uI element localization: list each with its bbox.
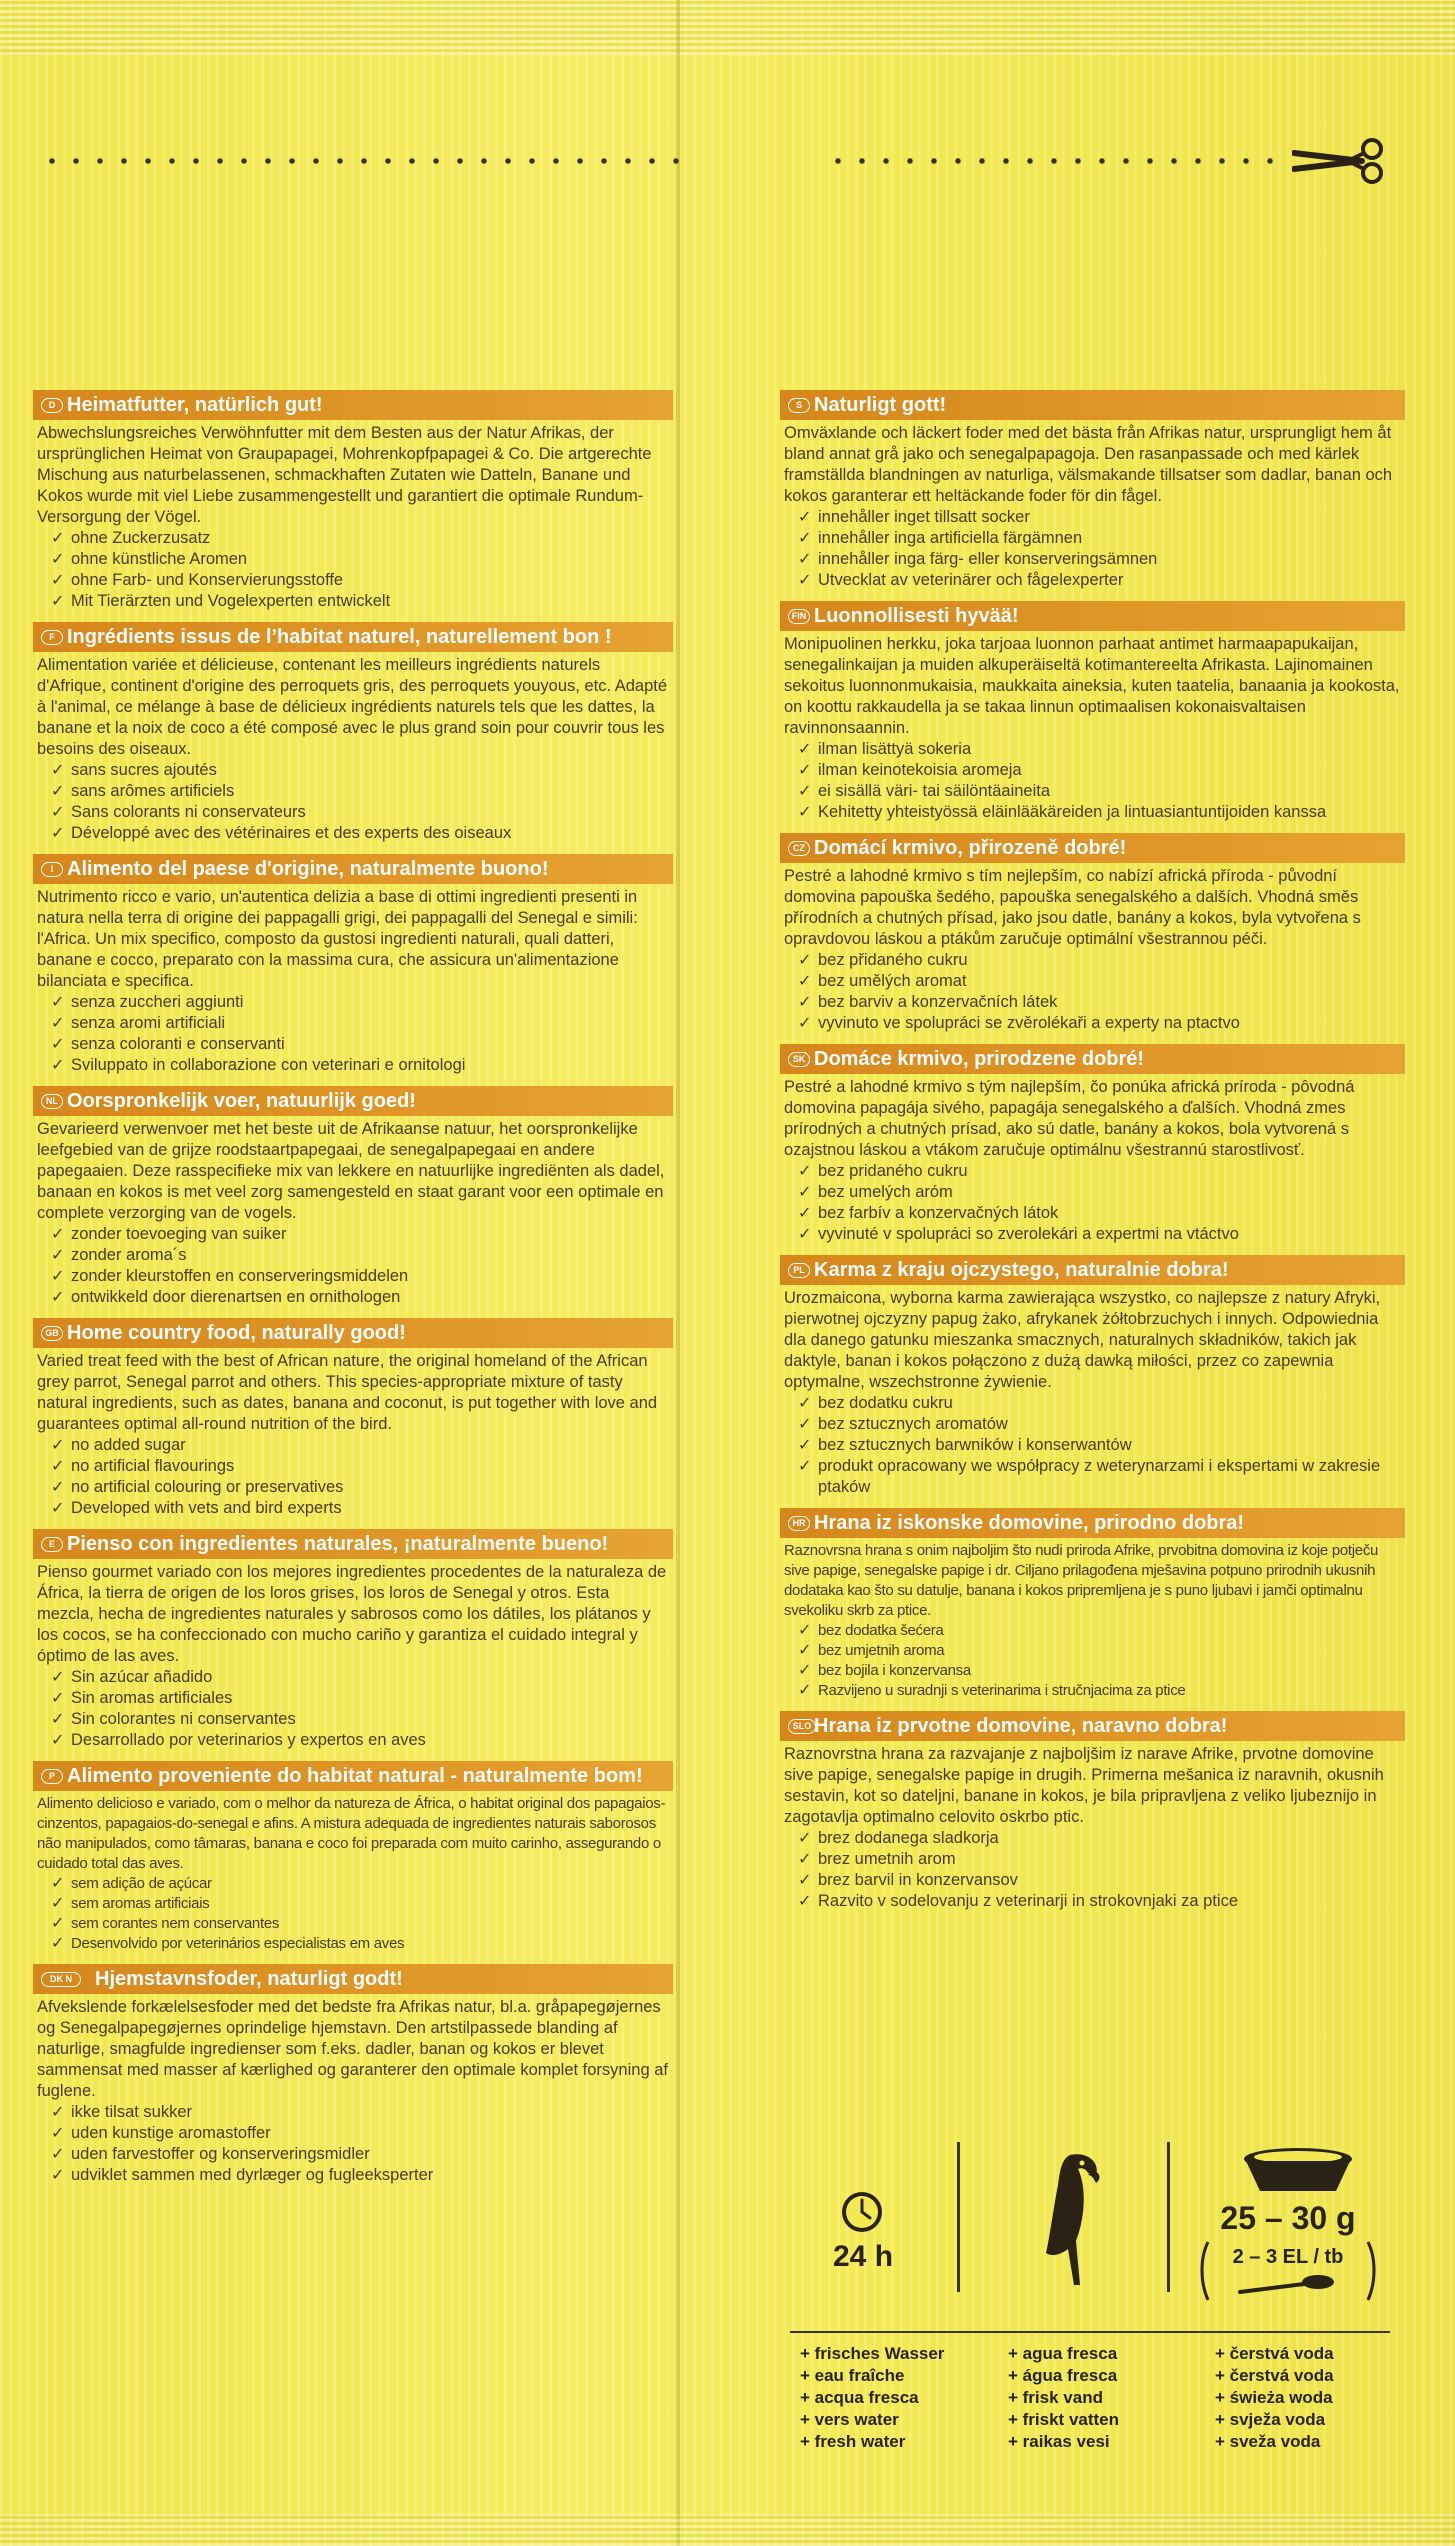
feature-item: ✓ Développé avec des vétérinaires et des experts des oiseaux — [37, 823, 669, 844]
feature-item: ✓ ohne Farb- und Konservierungsstoffe — [37, 570, 669, 591]
feature-list — [37, 1435, 669, 1519]
section-text: Pestré a lahodné krmivo s tím nejlepším, co nabízí africká příroda - původní domovina papouška šedého, papouška senegalského a dalších. Vhodná směs přírodních a chutných přísad, jako jsou datle, banány a kokos, byla vytvořena s opravdovou láskou a ptákům zaručuje optimální všestrannou péči. — [784, 867, 1361, 948]
water-text: + fresh water — [800, 2432, 906, 2451]
feature-item: ✓ vyvinuto ve spolupráci se zvěrolékaři a experty na ptactvo — [784, 1013, 1401, 1034]
feature-item: ✓ sans arômes artificiels — [37, 781, 669, 802]
section-heading — [33, 622, 673, 652]
feature-item: ✓ bez umjetnih aroma — [784, 1641, 1401, 1661]
feeding-interval: 24 h — [832, 2240, 894, 2273]
top-crimp-strip — [0, 0, 1455, 55]
section-text: Raznovrsna hrana s onim najboljim što nudi priroda Afrike, prvobitna domovina iz koje potječu sive papige, senegalske papige i dr. Ciljano prilagođena mješavina potpuno prirodnih ukusnih dodataka kao što su datulje, banana i kokos pripremljena je s puno ljubavi i jamči optimalnu svekoliku skrb za ptice. — [784, 1542, 1379, 1619]
section-title: Luonnollisesti hyvää! — [814, 605, 1019, 627]
feature-list — [784, 950, 1401, 1034]
daily-amount: 25 – 30 g — [1220, 2200, 1356, 2236]
language-badge: S — [788, 398, 810, 413]
feature-item: ✓ zonder kleurstoffen en conserveringsmiddelen — [37, 1266, 669, 1287]
water-text: + friskt vatten — [1008, 2410, 1120, 2429]
feature-item: ✓ produkt opracowany we współpracy z weterynarzami i ekspertami w zakresie ptaków — [784, 1456, 1401, 1498]
feature-item: ✓ bez umelých aróm — [784, 1182, 1401, 1203]
section-title: Alimento proveniente do habitat natural - naturalmente bom! — [67, 1765, 643, 1787]
feature-list — [784, 1621, 1401, 1701]
feature-list — [37, 992, 669, 1076]
feature-item: ✓ senza coloranti e conservanti — [37, 1034, 669, 1055]
feature-list — [37, 1874, 669, 1954]
feature-item: ✓ Sin aromas artificiales — [37, 1688, 669, 1709]
feature-item: ✓ Developed with vets and bird experts — [37, 1498, 669, 1519]
water-text: + frisk vand — [1008, 2388, 1103, 2407]
language-badge: D — [41, 398, 63, 413]
section-sk — [780, 1044, 1405, 1245]
feature-item: ✓ no artificial flavourings — [37, 1456, 669, 1477]
water-text: + agua fresca — [1008, 2344, 1118, 2363]
section-es — [33, 1529, 673, 1751]
water-text: + čerstvá voda — [1215, 2366, 1334, 2385]
feature-list — [37, 1224, 669, 1308]
section-cz — [780, 833, 1405, 1034]
feature-item: ✓ ohne künstliche Aromen — [37, 549, 669, 570]
feature-item: ✓ ilman lisättyä sokeria — [784, 739, 1401, 760]
feature-item: ✓ ei sisällä väri- tai säilöntäaineita — [784, 781, 1401, 802]
section-gb — [33, 1318, 673, 1519]
feature-item: ✓ uden kunstige aromastoffer — [37, 2123, 669, 2144]
section-heading — [33, 1529, 673, 1559]
water-text: + eau fraîche — [800, 2366, 905, 2385]
section-slo — [780, 1711, 1405, 1912]
feature-item: ✓ Kehitetty yhteistyössä eläinlääkäreiden ja lintuasiantuntijoiden kanssa — [784, 802, 1401, 823]
clock-icon — [838, 2188, 886, 2236]
feature-item: ✓ bez bojila i konzervansa — [784, 1661, 1401, 1681]
feature-item: ✓ brez barvil in konzervansov — [784, 1870, 1401, 1891]
language-badge: DK N — [41, 1972, 81, 1987]
feature-item: ✓ Sin colorantes ni conservantes — [37, 1709, 669, 1730]
feature-item: ✓ no artificial colouring or preservatives — [37, 1477, 669, 1498]
feature-item: ✓ bez sztucznych barwników i konserwantów — [784, 1435, 1401, 1456]
section-fr — [33, 622, 673, 844]
language-badge: HR — [788, 1516, 810, 1531]
section-text: Alimentation variée et délicieuse, contenant les meilleurs ingrédients naturels d'Afrique, continent d'origine des perroquets gris, des perroquets youyous, etc. Adapté à l'animal, ce mélange à base de délicieux ingrédients naturels tels que les dattes, la banane et la noix de coco a été composé avec le plus grand soin pour couvrir tous les besoins des oiseaux. — [37, 656, 668, 758]
feature-item: ✓ udviklet sammen med dyrlæger og fugleeksperter — [37, 2165, 669, 2186]
feature-list — [37, 760, 669, 844]
language-badge: SK — [788, 1052, 810, 1067]
language-badge: NL — [41, 1094, 63, 1109]
feature-list — [37, 528, 669, 612]
feature-item: ✓ Utvecklat av veterinärer och fågelexperter — [784, 570, 1401, 591]
feature-item: ✓ brez umetnih arom — [784, 1849, 1401, 1870]
section-heading — [780, 390, 1405, 420]
language-badge: PL — [788, 1263, 810, 1278]
section-it — [33, 854, 673, 1076]
section-heading — [33, 1964, 673, 1994]
feature-item: ✓ Sviluppato in collaborazione con veterinari e ornitologi — [37, 1055, 669, 1076]
feature-item: ✓ bez dodatka šećera — [784, 1621, 1401, 1641]
center-fold — [676, 0, 680, 2546]
feature-item: ✓ zonder aroma´s — [37, 1245, 669, 1266]
section-heading — [33, 1318, 673, 1348]
section-text: Monipuolinen herkku, joka tarjoaa luonnon parhaat antimet harmaapapukaijan, senegalinkaijan ja muiden alkuperäiseltä kotimantereelta Afrikasta. Lajinomainen sekoitus luonnonmukaisia, maukkaita aineksia, kuten taatelia, banaania ja kookosta, on koottu rakkaudella ja se takaa linnun optimaalisen kokonaisvaltaisen ravinnonsaannin. — [784, 635, 1400, 737]
scissors-icon — [1292, 135, 1387, 187]
dosage-divider — [1167, 2142, 1170, 2292]
feature-item: ✓ bez barviv a konzervačních látek — [784, 992, 1401, 1013]
water-text: + acqua fresca — [800, 2388, 919, 2407]
feature-item: ✓ innehåller inga färg- eller konserveringsämnen — [784, 549, 1401, 570]
language-badge: E — [41, 1537, 63, 1552]
section-title: Hrana iz iskonske domovine, prirodno dobra! — [814, 1512, 1245, 1534]
feature-item: ✓ uden farvestoffer og konserveringsmidler — [37, 2144, 669, 2165]
water-column-2 — [1008, 2343, 1119, 2453]
feature-list — [784, 739, 1401, 823]
feature-item: ✓ Desarrollado por veterinarios y expertos en aves — [37, 1730, 669, 1751]
language-badge: FIN — [788, 609, 810, 624]
section-title: Naturligt gott! — [814, 394, 947, 416]
water-column-3 — [1215, 2343, 1334, 2453]
section-title: Ingrédients issus de l’habitat naturel, naturellement bon ! — [67, 626, 612, 648]
section-heading — [780, 1044, 1405, 1074]
water-text: + čerstvá voda — [1215, 2344, 1334, 2363]
left-column — [33, 390, 673, 2196]
feature-item: ✓ Razvito v sodelovanju z veterinarji in strokovnjaki za ptice — [784, 1891, 1401, 1912]
feature-item: ✓ ikke tilsat sukker — [37, 2102, 669, 2123]
section-title: Alimento del paese d'origine, naturalmente buono! — [67, 858, 549, 880]
water-column-1 — [800, 2343, 944, 2453]
feature-item: ✓ Razvijeno u suradnji s veterinarima i stručnjacima za ptice — [784, 1681, 1401, 1701]
feature-item: ✓ no added sugar — [37, 1435, 669, 1456]
section-title: Hjemstavnsfoder, naturligt godt! — [95, 1968, 403, 1990]
section-text: Varied treat feed with the best of African nature, the original homeland of the African grey parrot, Senegal parrot and others. This species-appropriate mixture of tasty natural ingredients, such as dates, banana and coconut, is put together with love and guarantees optimal all-round nutrition of the bird. — [37, 1352, 658, 1433]
feature-list — [784, 1161, 1401, 1245]
feature-item: ✓ vyvinuté v spolupráci so zverolekári a expertmi na vtáctvo — [784, 1224, 1401, 1245]
section-dk-no — [33, 1964, 673, 2186]
feature-item: ✓ sans sucres ajoutés — [37, 760, 669, 781]
section-heading — [33, 390, 673, 420]
water-text: + svježa voda — [1215, 2410, 1326, 2429]
section-title: Oorspronkelijk voer, natuurlijk goed! — [67, 1090, 416, 1112]
feature-list — [37, 1667, 669, 1751]
section-fi — [780, 601, 1405, 823]
feature-item: ✓ Sans colorants ni conservateurs — [37, 802, 669, 823]
water-text: + sveža voda — [1215, 2432, 1321, 2451]
feature-item: ✓ innehåller inget tillsatt socker — [784, 507, 1401, 528]
water-text: + água fresca — [1008, 2366, 1118, 2385]
feature-list — [784, 1828, 1401, 1912]
feature-item: ✓ ontwikkeld door dierenartsen en ornithologen — [37, 1287, 669, 1308]
feature-item: ✓ ohne Zuckerzusatz — [37, 528, 669, 549]
right-column — [780, 390, 1405, 1922]
language-badge: CZ — [788, 841, 810, 856]
section-heading — [33, 1761, 673, 1791]
feature-item: ✓ bez dodatku cukru — [784, 1393, 1401, 1414]
water-text: + świeża woda — [1215, 2388, 1333, 2407]
feature-item: ✓ innehåller inga artificiella färgämnen — [784, 528, 1401, 549]
section-text: Raznovrstna hrana za razvajanje z najboljšim iz narave Afrike, prvotne domovine sive papige, senegalske papige in drugih. Primerna mešanica iz naravnih, okusnih sestavin, kot so dateljni, banane in kokos, je bila pripravljena z veliko ljubeznijo in zagotavlja optimalno celovito oskrbo ptic. — [784, 1745, 1384, 1826]
dosage-divider — [957, 2142, 960, 2292]
language-badge: F — [41, 630, 63, 645]
feature-list — [784, 507, 1401, 591]
section-title: Karma z kraju ojczystego, naturalnie dobra! — [814, 1259, 1229, 1281]
section-text: Omväxlande och läckert foder med det bästa från Afrikas natur, ursprungligt hem åt bland annat grå jako och senegalpapagoja. Den rasanpassade och med kärlek framställda blandningen av naturliga, välsmakande tillsatser som dadlar, banan och kokos garanterar ett heltäckande foder för din fågel. — [784, 424, 1393, 505]
section-title: Heimatfutter, natürlich gut! — [67, 394, 323, 416]
section-heading — [780, 1711, 1405, 1741]
feature-item: ✓ zonder toevoeging van suiker — [37, 1224, 669, 1245]
feature-item: ✓ bez sztucznych aromatów — [784, 1414, 1401, 1435]
section-de — [33, 390, 673, 612]
feature-item: ✓ bez farbív a konzervačných látok — [784, 1203, 1401, 1224]
section-text: Abwechslungsreiches Verwöhnfutter mit dem Besten aus der Natur Afrikas, der ursprünglichen Heimat von Graupapagei, Mohrenkopfpapagei & Co. Die artgerechte Mischung aus naturbelassenen, schmackhaften Zutaten wie Datteln, Banane und Kokos wurde mit viel Liebe zusammengestellt und garantiert die optimale Rundum-Versorgung der Vögel. — [37, 424, 652, 526]
language-badge: SLO — [788, 1719, 816, 1734]
section-heading — [780, 1255, 1405, 1285]
cut-line-right — [826, 158, 1286, 164]
section-text: Pestré a lahodné krmivo s tým najlepším, čo ponúka africká príroda - pôvodná domovina papagája sivého, papagája senegalského a ďalších. Vhodná zmes prírodných a chutných prísad, ako sú datle, banány a kokos, bola vytvorená s ozajstnou láskou a vtákom zaručuje optimálnu všestrannú starostlivosť. — [784, 1078, 1355, 1159]
language-badge: I — [41, 862, 63, 877]
section-title: Pienso con ingredientes naturales, ¡naturalmente bueno! — [67, 1533, 609, 1555]
feature-list — [784, 1393, 1401, 1498]
feature-item: ✓ brez dodanega sladkorja — [784, 1828, 1401, 1849]
section-hr — [780, 1508, 1405, 1701]
spoon-icon — [1200, 2238, 1376, 2308]
cut-line-left — [40, 158, 680, 164]
section-text: Pienso gourmet variado con los mejores ingredientes procedentes de la naturaleza de África, la tierra de origen de los loros grises, los loros de Senegal y otros. Esta mezcla, hecha de ingredientes naturales y sabrosos como los dátiles, los plátanos y los cocos, se ha confeccionado con mucho cariño y garantiza el cuidado integral y óptimo de las aves. — [37, 1563, 667, 1665]
section-text: Afvekslende forkælelsesfoder med det bedste fra Afrikas natur, bl.a. gråpapegøjernes og Senegalpapegøjernes oprindelige hjemstavn. Den artstilpassede blanding af naturlige, smagfulde ingredienser som f.eks. dadler, banan og kokos er blevet sammensat med masser af kærlighed og garanterer den optimale komplet forsyning af fuglene. — [37, 1998, 668, 2100]
language-badge: P — [41, 1769, 63, 1784]
section-heading — [780, 1508, 1405, 1538]
section-heading — [780, 833, 1405, 863]
water-text: + raikas vesi — [1008, 2432, 1110, 2451]
feature-item: ✓ bez umělých aromat — [784, 971, 1401, 992]
section-title: Domácí krmivo, přirozeně dobré! — [814, 837, 1127, 859]
bottom-crimp-strip — [0, 2514, 1455, 2546]
section-nl — [33, 1086, 673, 1308]
feature-item: ✓ ilman keinotekoisia aromeja — [784, 760, 1401, 781]
feature-item: ✓ Mit Tierärzten und Vogelexperten entwickelt — [37, 591, 669, 612]
language-badge: GB — [41, 1326, 63, 1341]
feature-item: ✓ senza zuccheri aggiunti — [37, 992, 669, 1013]
section-se — [780, 390, 1405, 591]
feature-item: ✓ sem aromas artificiais — [37, 1894, 669, 1914]
feature-list — [37, 2102, 669, 2186]
feature-item: ✓ sem adição de açúcar — [37, 1874, 669, 1894]
water-text: + vers water — [800, 2410, 899, 2429]
water-separator — [790, 2331, 1390, 2333]
food-bowl-icon — [1238, 2145, 1358, 2197]
feature-item: ✓ Sin azúcar añadido — [37, 1667, 669, 1688]
spoon-amount: 2 – 3 EL / tb — [1232, 2246, 1344, 2268]
parrot-icon — [1030, 2145, 1108, 2295]
section-pl — [780, 1255, 1405, 1498]
section-heading — [780, 601, 1405, 631]
feature-item: ✓ bez pridaného cukru — [784, 1161, 1401, 1182]
section-heading — [33, 1086, 673, 1116]
feature-item: ✓ sem corantes nem conservantes — [37, 1914, 669, 1934]
feature-item: ✓ senza aromi artificiali — [37, 1013, 669, 1034]
water-text: + frisches Wasser — [800, 2344, 945, 2363]
section-text: Gevarieerd verwenvoer met het beste uit de Afrikaanse natuur, het oorspronkelijke leefgebied van de grijze roodstaartpapegaai, de senegalpapegaai en andere papegaaien. Deze rasspecifieke mix van lekkere en natuurlijke ingrediënten als dadel, banaan en kokos is met veel zorg samengesteld en staat garant voor een optimale en complete verzorging van de vogels. — [37, 1120, 665, 1222]
section-pt — [33, 1761, 673, 1954]
feature-item: ✓ bez přidaného cukru — [784, 950, 1401, 971]
section-text: Urozmaicona, wyborna karma zawierająca wszystko, co najlepsze z natury Afryki, pierwotnej ojczyzny papug żako, afrykanek żółtobrzuchych i innych. Odpowiednia dla danego gatunku mieszanka smacznych, naturalnych składników, takich jak daktyle, banan i kokos połączono z dużą dawką miłości, przez co zapewnia optymalne, wszechstronne żywienie. — [784, 1289, 1381, 1391]
section-title: Home country food, naturally good! — [67, 1322, 406, 1344]
section-title: Hrana iz prvotne domovine, naravno dobra! — [814, 1715, 1228, 1737]
section-heading — [33, 854, 673, 884]
section-text: Nutrimento ricco e vario, un'autentica delizia a base di ottimi ingredienti presenti in natura nella terra di origine dei pappagalli grigi, dei pappagalli del Senegal e simili: l'Africa. Un mix specifico, composto da gustosi ingredienti naturali, quali datteri, banane e cocco, preparato con la massima cura, che assicura un'alimentazione bilanciata e specifica. — [37, 888, 638, 990]
feature-item: ✓ Desenvolvido por veterinários especialistas em aves — [37, 1934, 669, 1954]
section-title: Domáce krmivo, prirodzene dobré! — [814, 1048, 1145, 1070]
section-text: Alimento delicioso e variado, com o melhor da natureza de África, o habitat original dos papagaios-cinzentos, papagaios-do-senegal e afins. A mistura adequada de ingredientes naturais saborosos não manipulados, como tâmaras, banana e coco foi preparada com muito carinho, assegurando o cuidado total das aves. — [37, 1795, 666, 1872]
